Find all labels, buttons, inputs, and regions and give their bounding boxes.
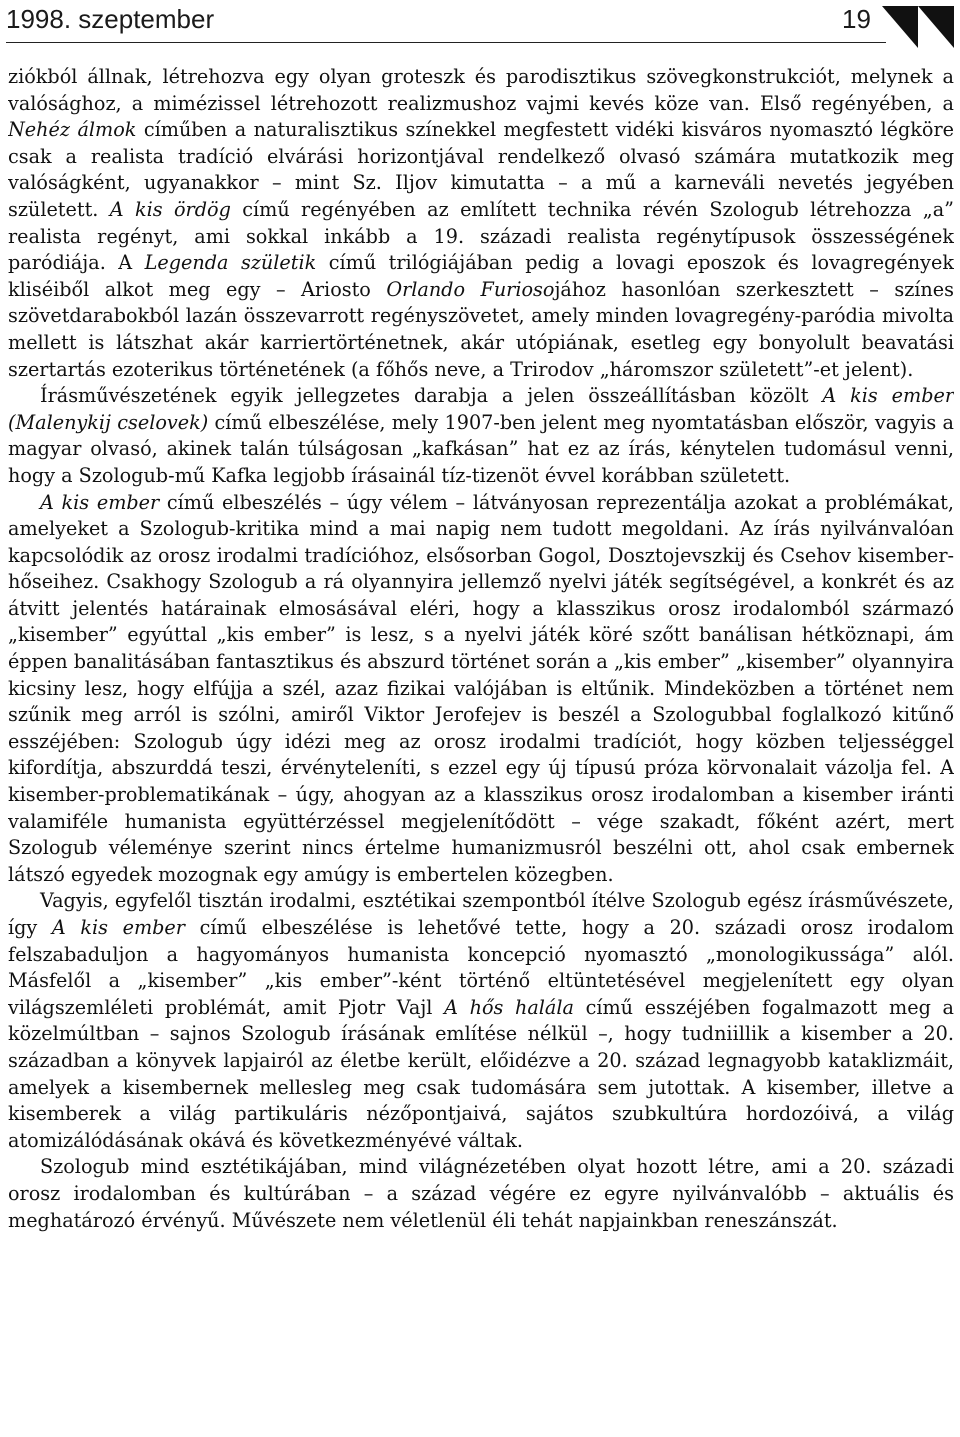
article-body (8, 64, 954, 1434)
paragraph-text: jához hasonlóan szerkesztett – színes szövetdarabokból lazán összevarrott regényszövetet, amely minden lovagregény-paródia mivolta mellett is látszhat akár karriertörténetnek, akár utópiának, esetleg egy bonyolult beavatási szertartás ezoterikus történetének (a főhős neve, a Trirodov „háromszor született”-et jelent). (8, 277, 954, 381)
italic-title-text: Legenda születik (144, 251, 317, 275)
italic-title-text: A kis ördög (109, 197, 231, 221)
paragraph-text: Szologub mind esztétikájában, mind világnézetében olyat hozott létre, ami a 20. századi orosz irodalomban és kultúrában – a század végére ez egyre nyilvánvalóbb – aktuális és meghatározó érvényű. Művészete nem véletlenül éli tehát napjainkban reneszánszát. (8, 1155, 954, 1232)
italic-title-text: A kis ember (51, 916, 185, 939)
paragraph-text: című regényében az említett technika révén Szologub létrehozza „a” realista regényt, ami sokkal inkább a 19. századi realista regénytípusok összességének paródiája. A (8, 197, 954, 275)
italic-title-text: A kis ember (Malenykij cselovek) (8, 384, 954, 434)
header-rule (6, 42, 886, 43)
page-number: 19 (842, 4, 871, 34)
paragraph-text: című elbeszélése, mely 1907-ben jelent meg nyomtatásban először, vagyis a magyar olvasó, akinek talán túlságosan „kafkásan” hat ez az írás, kénytelen tudomásul venni, hogy a Szologub-mű Kafka legjobb írásainál tíz-tizenöt évvel korábban született. (8, 410, 954, 487)
paragraph (8, 1154, 954, 1234)
paragraph-text: ziókból állnak, létrehozva egy olyan groteszk és parodisztikus szövegkonstrukciót, melynek a valósághoz, a mimézissel létrehozott realizmushoz vajmi kevés köze van. Első regényében, a (8, 65, 954, 115)
italic-title-text: A hős halála (444, 995, 574, 1019)
paragraph (8, 64, 954, 383)
italic-title-text: Orlando Furioso (386, 277, 555, 301)
italic-title-text: A kis ember (40, 490, 160, 514)
paragraph-text: Vagyis, egyfelől tisztán irodalmi, esztétikai szempontból ítélve Szologub egész írásművészete, így (8, 889, 954, 939)
paragraph-text: című esszéjében fogalmazott meg a közelmúltban – sajnos Szologub írásának említése nélkül –, hogy tudniillik a kisember a 20. században a könyvek lapjairól az életbe került, előidézve a 20. század legnagyobb kataklizmáit, amelyek a kisembernek mellesleg meg csak tudomására sem jutottak. A kisember, illetve a kisemberek a világ partikuláris nézőpontjaivá, sajátos szubkultúra hordozóivá, a világ atomizálódásának okává és következményévé váltak. (8, 995, 954, 1152)
paragraph-text: Írásművészetének egyik jellegzetes darabja a jelen összeállításban közölt (40, 384, 823, 408)
paragraph-text: címűben a naturalisztikus színekkel megfestett vidéki kisváros nyomasztó légköre csak a realista tradíció elvárási horizontjával rendelkező olvasó számára mutatkozik meg valóságként, ugyanakkor – mint Sz. Iljov kimutatta – a mű a karneváli nevetés jegyében született. (8, 118, 954, 221)
double-triangle-logo-icon (878, 4, 956, 50)
paragraph (8, 888, 954, 1154)
paragraph-text: című elbeszélése is lehetővé tette, hogy a 20. századi orosz irodalom felszabaduljon a hagyományos humanista koncepció nyomasztó „monologikussága” alól. Másfelől a „kisember” „kis ember”-ként történő eltüntetésével megjelenített egy olyan világszemléleti problémát, amit Pjotr Vajl (8, 916, 954, 1019)
paragraph-text: című trilógiájában pedig a lovagi eposzok és lovagregények kliséiből alkot meg egy – Ariosto (8, 251, 954, 301)
issue-date: 1998. szeptember (6, 4, 215, 34)
paragraph-text: című elbeszélés – úgy vélem – látványosan reprezentálja azokat a problémákat, amelyeket a Szologub-kritika mind a mai napig nem tudott megoldani. Az írás nyilvánvalóan kapcsolódik az orosz irodalmi tradícióhoz, elsősorban Gogol, Dosztojevszkij és Csehov kisember-hőseihez. Csakhogy Szologub a rá olyannyira jellemző nyelvi játék segítségével, a konkrét és az átvitt jelentés határainak elmosásával eléri, hogy a klasszikus orosz irodalomból származó „kisember” egyúttal „kis ember” is lesz, s a nyelvi játék köré szőtt banálisan hétköznapi, ám éppen banalitásában fantasztikus és abszurd történet során a „kis ember” „kisember” olyannyira kicsiny lesz, hogy elfújja a szél, azaz fizikai valójában is eltűnik. Mindeközben a történet nem szűnik meg arról is szólni, amiről Viktor Jerofejev is beszél a Szologubbal foglalkozó kitűnő esszéjében: Szologub úgy idézi meg az orosz irodalmi tradíciót, hogy közben teljességgel kifordítja, abszurddá teszi, érvényteleníti, s ezzel egy új típusú próza körvonalait vázolja fel. A kisember-problematikának – úgy, ahogyan az a klasszikus orosz irodalomban a kisember iránti valamiféle humanista együttérzéssel megjelenítődött – vége szakadt, főként azért, mert Szologub véleménye szerint nincs értelme humanizmusról beszélni ott, ahol csak embernek látszó egyedek mozognak egy amúgy is embertelen közegben. (8, 490, 954, 886)
paragraph (8, 490, 954, 889)
paragraph (8, 383, 954, 489)
page-header (6, 2, 956, 42)
italic-title-text: Nehéz álmok (8, 118, 137, 142)
